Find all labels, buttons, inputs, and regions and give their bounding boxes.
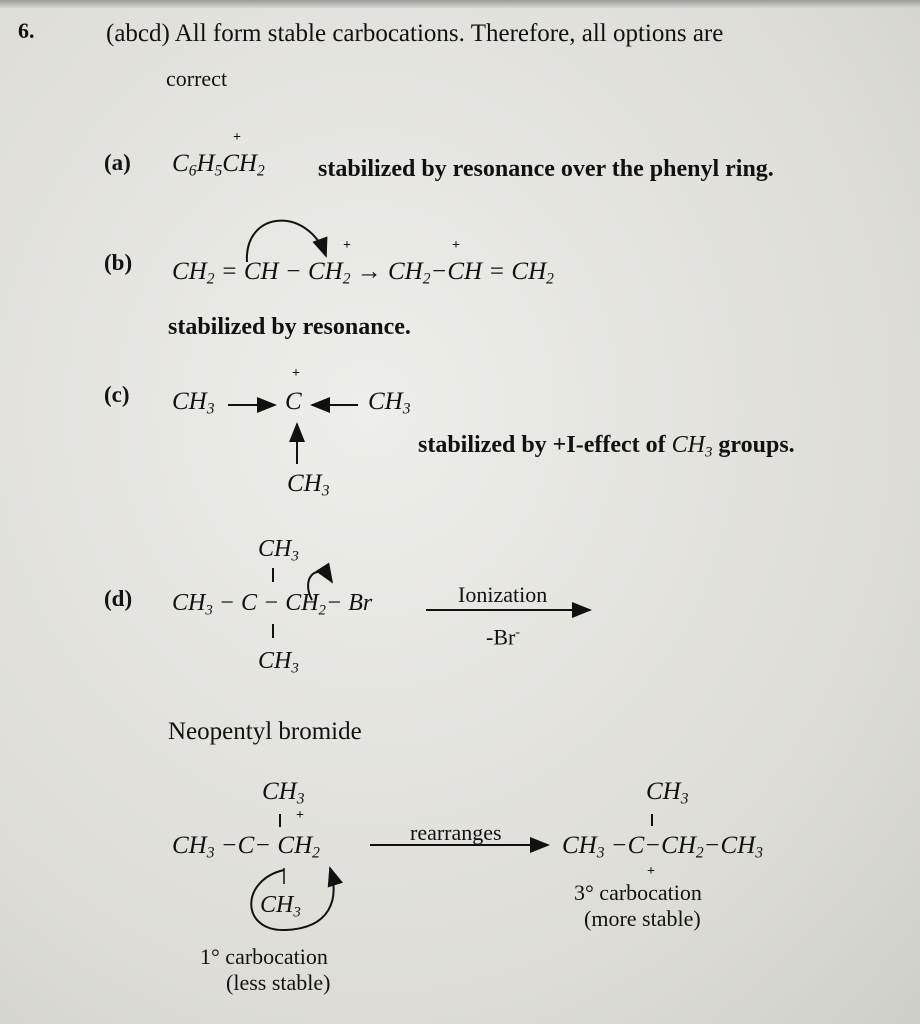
option-c-label: (c) bbox=[104, 382, 130, 407]
tertiary-label: 3° carbocation bbox=[574, 880, 702, 905]
option-a-explanation: stabilized by resonance over the phenyl ring. bbox=[318, 156, 774, 182]
loss-of-bromide: -Br- bbox=[486, 624, 520, 650]
curved-arrow bbox=[247, 221, 326, 262]
option-a-label: (a) bbox=[104, 150, 131, 175]
methyl-group: $CH_3$ bbox=[258, 536, 299, 565]
positive-charge: + bbox=[296, 808, 304, 823]
methyl-group: $CH_3$ bbox=[172, 388, 215, 418]
methyl-group: $CH_3$ bbox=[646, 778, 689, 808]
neopentyl-bromide-formula: $CH_3 - C - CH_2- Br$ bbox=[172, 590, 373, 619]
option-c-explanation: stabilized by +I-effect of $CH_3$ groups. bbox=[418, 432, 795, 461]
central-carbon: C bbox=[285, 388, 302, 415]
primary-carbocation-formula: $CH_3 -C- CH_2$ bbox=[172, 832, 320, 862]
positive-charge: + bbox=[292, 366, 300, 381]
migrating-methyl-group: $CH_3$ bbox=[260, 892, 301, 921]
positive-charge: + bbox=[343, 238, 351, 253]
methyl-group: $CH_3$ bbox=[258, 648, 299, 677]
methyl-group: $CH_3$ bbox=[262, 778, 305, 808]
option-b-explanation: stabilized by resonance. bbox=[168, 314, 411, 340]
question-statement: (abcd) All form stable carbocations. Therefore, all options are bbox=[106, 20, 724, 47]
ionization-label: Ionization bbox=[458, 582, 548, 607]
allyl-cation-equation: $CH_2$ = CH − $CH_2 \to CH_2-CH = CH_2$ bbox=[172, 258, 554, 288]
primary-label: 1° carbocation bbox=[200, 944, 328, 969]
question-statement-cont: correct bbox=[166, 66, 228, 91]
curved-arrow bbox=[308, 572, 332, 600]
question-number: 6. bbox=[18, 18, 35, 43]
option-d-label: (d) bbox=[104, 586, 133, 611]
rearranges-label: rearranges bbox=[410, 820, 502, 845]
compound-name: Neopentyl bromide bbox=[168, 718, 362, 745]
tertiary-stability: (more stable) bbox=[584, 906, 701, 931]
benzyl-cation-formula: $C_6H_5CH_2$ bbox=[172, 150, 265, 180]
positive-charge: + bbox=[452, 238, 460, 253]
option-b-label: (b) bbox=[104, 250, 133, 275]
methyl-group: $CH_3$ bbox=[287, 470, 330, 500]
tertiary-carbocation-formula: $CH_3 -C-CH_2-CH_3$ bbox=[562, 832, 764, 862]
primary-stability: (less stable) bbox=[226, 970, 331, 995]
positive-charge: + bbox=[647, 864, 655, 879]
positive-charge: + bbox=[233, 130, 241, 145]
methyl-shift-arrow bbox=[251, 868, 333, 930]
methyl-group: $CH_3$ bbox=[368, 388, 411, 418]
